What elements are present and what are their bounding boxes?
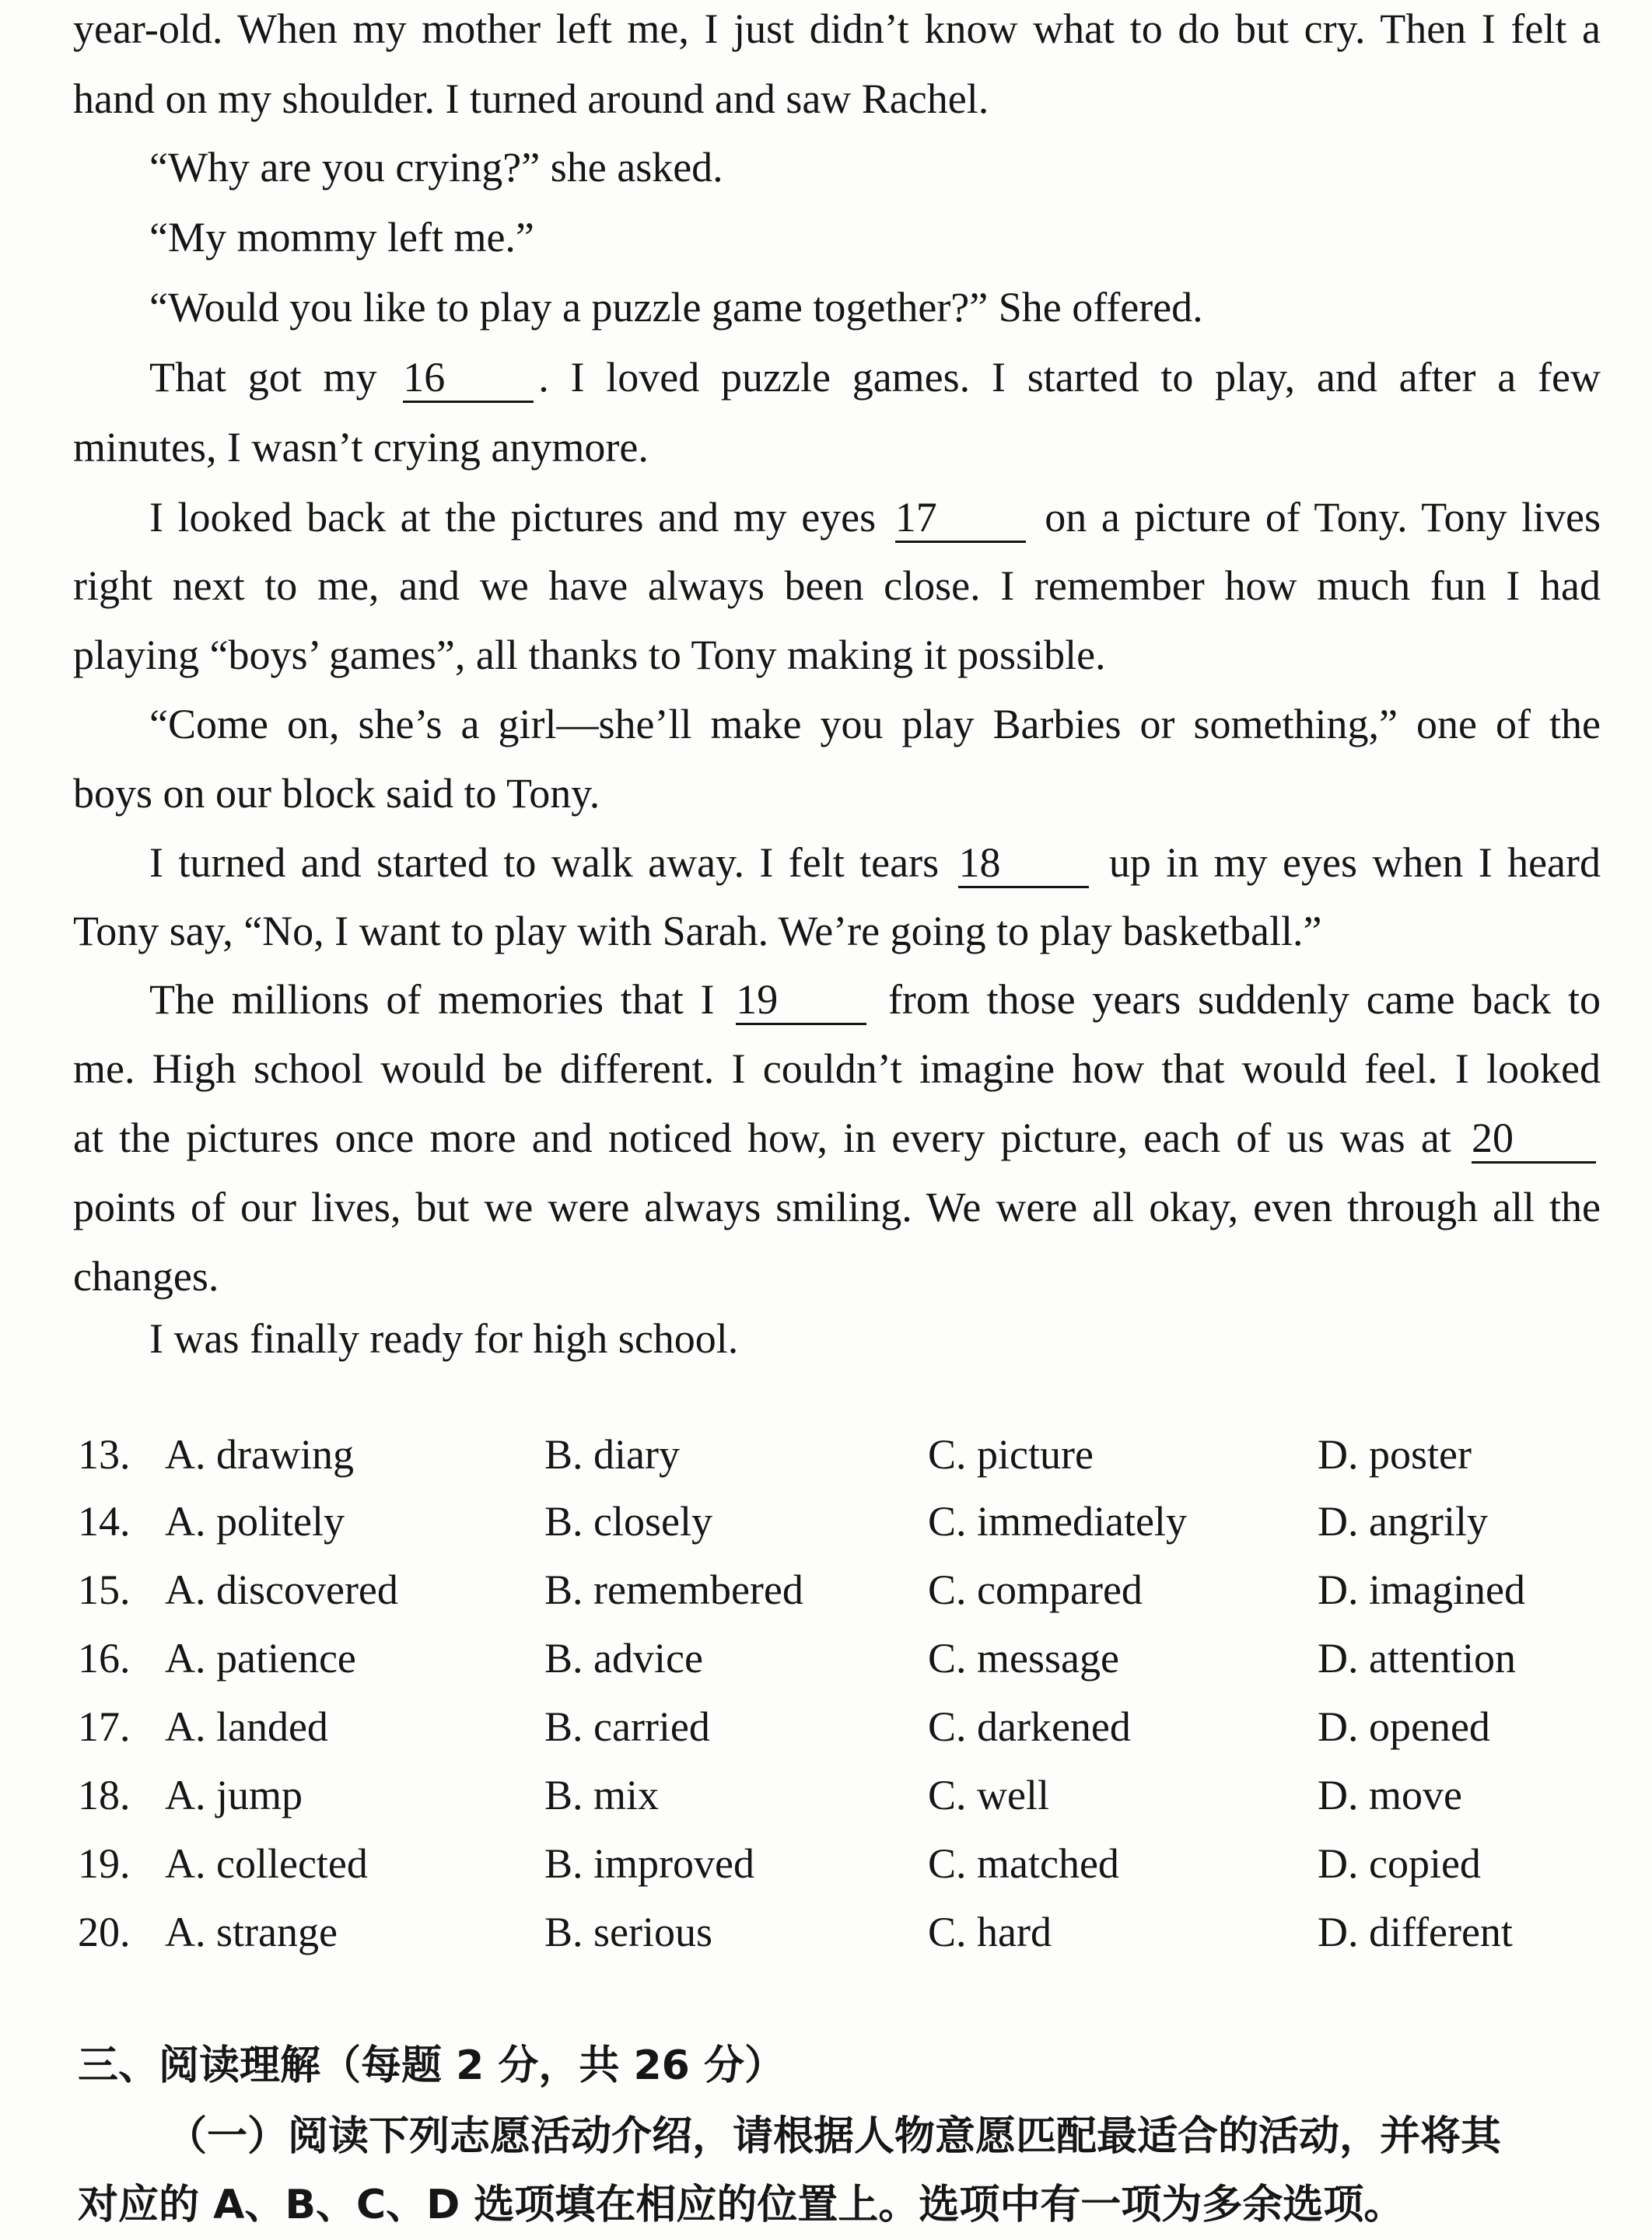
option-c: C. compared: [928, 1566, 1143, 1613]
blank-18: 18: [958, 839, 1089, 888]
passage-line: [73, 482, 1601, 552]
option-a: A. strange: [165, 1909, 338, 1955]
passage-line: me. High school would be different. I couldn’t imagine how that would feel. I looked: [73, 1045, 1601, 1092]
question-number: 13.: [78, 1431, 131, 1478]
option-a: A. politely: [165, 1498, 345, 1545]
option-b: B. mix: [544, 1772, 660, 1818]
option-a: A. landed: [165, 1703, 328, 1750]
passage-text: I turned and started to walk away. I felt tears: [149, 839, 940, 886]
question-number: 18.: [78, 1772, 131, 1818]
passage-line: boys on our block said to Tony.: [73, 770, 600, 817]
option-c: C. immediately: [928, 1498, 1187, 1545]
option-d: D. imagined: [1318, 1566, 1525, 1613]
question-number: 14.: [78, 1498, 131, 1545]
passage-line: Tony say, “No, I want to play with Sarah. We’re going to play basketball.”: [73, 908, 1322, 954]
section-heading: 三、阅读理解（每题 2 分，共 26 分）: [78, 2042, 785, 2089]
option-c: C. message: [928, 1635, 1119, 1682]
option-a: A. patience: [165, 1635, 356, 1682]
option-c: C. well: [928, 1772, 1049, 1818]
option-d: D. copied: [1318, 1840, 1481, 1887]
passage-text: That got my: [149, 354, 377, 401]
question-number: 15.: [78, 1566, 131, 1613]
option-b: B. diary: [544, 1431, 680, 1478]
option-d: D. opened: [1318, 1703, 1490, 1750]
passage-text: on a picture of Tony. Tony lives: [1045, 494, 1601, 541]
question-number: 20.: [78, 1909, 131, 1955]
passage-line: [73, 828, 1601, 898]
option-b: B. closely: [544, 1498, 712, 1545]
passage-text: from those years suddenly came back to: [887, 976, 1601, 1023]
option-c: C. hard: [928, 1909, 1052, 1955]
option-c: C. darkened: [928, 1703, 1131, 1750]
option-a: A. jump: [165, 1772, 303, 1818]
passage-line: [73, 342, 1601, 412]
question-number: 17.: [78, 1703, 131, 1750]
passage-text: The millions of memories that I: [149, 976, 715, 1023]
passage-line: changes.: [73, 1253, 219, 1300]
option-d: D. poster: [1318, 1431, 1472, 1478]
passage-line: “Come on, she’s a girl—she’ll make you play Barbies or something,” one of the: [149, 701, 1601, 747]
option-d: D. attention: [1318, 1635, 1516, 1682]
blank-19: 19: [736, 976, 866, 1025]
passage-text: at the pictures once more and noticed how, in every picture, each of us was at: [73, 1115, 1451, 1161]
passage-line: “Would you like to play a puzzle game together?” She offered.: [149, 284, 1203, 331]
option-b: B. serious: [544, 1909, 712, 1955]
passage-line: minutes, I wasn’t crying anymore.: [73, 424, 649, 471]
passage-line: hand on my shoulder. I turned around and saw Rachel.: [73, 75, 989, 122]
option-a: A. drawing: [165, 1431, 354, 1478]
blank-17: 17: [895, 494, 1026, 543]
section-instruction: 对应的 A、B、C、D 选项填在相应的位置上。选项中有一项为多余选项。: [78, 2182, 1405, 2228]
passage-line: “My mommy left me.”: [149, 214, 534, 261]
passage-line: [73, 964, 1601, 1034]
option-d: D. move: [1318, 1772, 1462, 1818]
passage-text: up in my eyes when I heard: [1108, 839, 1601, 886]
passage-line: “Why are you crying?” she asked.: [149, 144, 723, 191]
option-c: C. matched: [928, 1840, 1119, 1887]
blank-20: 20: [1472, 1115, 1596, 1164]
section-instruction: （一）阅读下列志愿活动介绍，请根据人物意愿匹配最适合的活动，并将其: [166, 2113, 1502, 2160]
question-number: 19.: [78, 1840, 131, 1887]
option-a: A. collected: [165, 1840, 368, 1887]
passage-line: right next to me, and we have always been close. I remember how much fun I had: [73, 562, 1601, 609]
option-a: A. discovered: [165, 1566, 398, 1613]
passage-line: playing “boys’ games”, all thanks to Tony making it possible.: [73, 632, 1106, 678]
option-b: B. remembered: [544, 1566, 803, 1613]
option-d: D. angrily: [1318, 1498, 1488, 1545]
passage-line: [73, 1103, 1601, 1173]
option-b: B. carried: [544, 1703, 710, 1750]
passage-line: I was finally ready for high school.: [149, 1315, 739, 1362]
option-d: D. different: [1318, 1909, 1513, 1955]
passage-line: points of our lives, but we were always smiling. We were all okay, even through all the: [73, 1184, 1601, 1230]
blank-16: 16: [403, 354, 534, 403]
passage-text: . I loved puzzle games. I started to play, and after a few: [538, 354, 1601, 401]
option-c: C. picture: [928, 1431, 1094, 1478]
passage-line: year-old. When my mother left me, I just didn’t know what to do but cry. Then I felt a: [73, 5, 1601, 52]
option-b: B. advice: [544, 1635, 703, 1682]
question-number: 16.: [78, 1635, 131, 1682]
option-b: B. improved: [544, 1840, 754, 1887]
passage-text: I looked back at the pictures and my eyes: [149, 494, 877, 541]
